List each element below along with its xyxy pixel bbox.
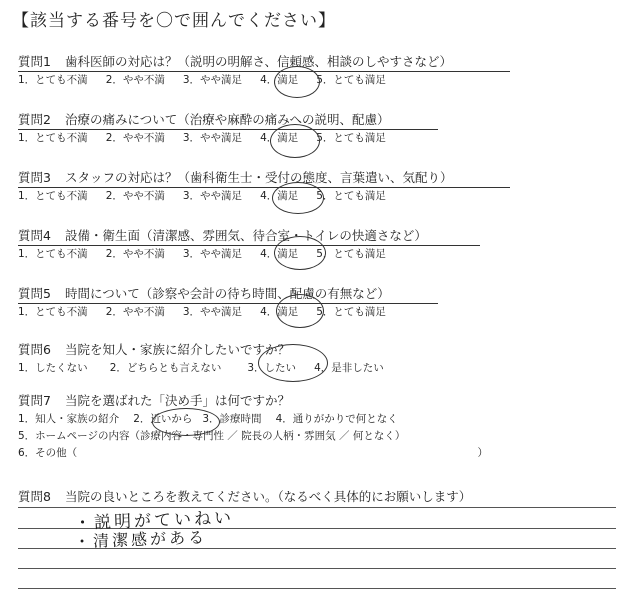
option-4[interactable]: 4．満足 bbox=[260, 248, 299, 260]
question-underline bbox=[18, 245, 480, 246]
option-2[interactable]: 2．どちらとも言えない bbox=[109, 362, 222, 374]
option-2[interactable]: 2．やや不満 bbox=[105, 190, 165, 202]
option-3[interactable]: 3．やや満足 bbox=[182, 190, 243, 202]
answer-circle bbox=[276, 294, 324, 328]
question-underline bbox=[18, 187, 510, 188]
answer-circle bbox=[270, 124, 320, 158]
handwritten-answer-1: ・説明がていねい bbox=[73, 508, 235, 534]
question-number: 質問5 bbox=[18, 286, 51, 301]
option-4[interactable]: 4．満足 bbox=[260, 132, 299, 144]
page-title: 【該当する番号を〇で囲んでください】 bbox=[12, 11, 336, 31]
answer-circle bbox=[258, 344, 328, 382]
answer-rule bbox=[18, 588, 616, 589]
question-underline bbox=[18, 303, 438, 304]
question-text: 設備・衛生面（清潔感、雰囲気、待合室・トイレの快適さなど） bbox=[64, 228, 427, 243]
option-4[interactable]: 4．通りがかりで何となく bbox=[275, 413, 398, 425]
question-text: 当院を選ばれた「決め手」は何ですか？ bbox=[64, 393, 290, 408]
question-text: 時間について（診察や会計の待ち時間、配慮の有無など） bbox=[64, 286, 390, 301]
option-4[interactable]: 4．満足 bbox=[260, 306, 299, 318]
question-8 bbox=[18, 489, 578, 505]
option-5[interactable]: 5．とても満足 bbox=[316, 306, 386, 318]
option-1[interactable]: 1．知人・家族の紹介 bbox=[18, 413, 120, 425]
option-4[interactable]: 4．満足 bbox=[260, 74, 299, 86]
option-5[interactable]: 5．とても満足 bbox=[316, 190, 386, 202]
answer-circle bbox=[274, 236, 326, 270]
option-2[interactable]: 2．やや不満 bbox=[105, 306, 165, 318]
option-1[interactable]: 1．とても不満 bbox=[18, 306, 88, 318]
question-text: 治療の痛みについて（治療や麻酔の痛みへの説明、配慮） bbox=[64, 112, 390, 127]
question-number: 質問6 bbox=[18, 342, 51, 357]
option-5[interactable]: 5．とても満足 bbox=[316, 74, 386, 86]
option-3[interactable]: 3．やや満足 bbox=[182, 74, 243, 86]
option-5[interactable]: 5．とても満足 bbox=[316, 248, 386, 260]
question-underline bbox=[18, 71, 510, 72]
option-3[interactable]: 3．やや満足 bbox=[182, 132, 243, 144]
option-3[interactable]: 3．診療時間 bbox=[202, 413, 262, 425]
answer-circle bbox=[274, 66, 320, 98]
option-1[interactable]: 1．とても不満 bbox=[18, 190, 88, 202]
option-4[interactable]: 4．是非したい bbox=[314, 362, 384, 374]
answer-circle bbox=[272, 182, 324, 214]
question-number: 質問7 bbox=[18, 393, 51, 408]
question-text: 歯科医師の対応は？（説明の明解さ、信頼感、相談のしやすさなど） bbox=[64, 54, 452, 69]
handwritten-answer-2: ・清潔感がある bbox=[73, 527, 208, 552]
option-4[interactable]: 4．満足 bbox=[260, 190, 299, 202]
answer-circle bbox=[152, 408, 220, 436]
option-3[interactable]: 3．したい bbox=[247, 362, 297, 374]
question-number: 質問8 bbox=[18, 489, 51, 504]
option-6-close: ） bbox=[477, 447, 488, 459]
option-2[interactable]: 2．やや不満 bbox=[105, 248, 165, 260]
option-1[interactable]: 1．とても不満 bbox=[18, 248, 88, 260]
question-number: 質問3 bbox=[18, 170, 51, 185]
question-number: 質問2 bbox=[18, 112, 51, 127]
option-1[interactable]: 1．とても不満 bbox=[18, 132, 88, 144]
option-1[interactable]: 1．したくない bbox=[18, 362, 88, 374]
option-1[interactable]: 1．とても不満 bbox=[18, 74, 88, 86]
option-5[interactable]: 5．ホームページの内容（診療内容・専門性 ／ 院長の人柄・雰囲気 ／ 何となく） bbox=[18, 430, 406, 442]
option-3[interactable]: 3．やや満足 bbox=[182, 248, 243, 260]
question-underline bbox=[18, 129, 438, 130]
answer-rule bbox=[18, 568, 616, 569]
option-5[interactable]: 5．とても満足 bbox=[316, 132, 386, 144]
option-2[interactable]: 2．近いから bbox=[133, 413, 193, 425]
option-2[interactable]: 2．やや不満 bbox=[105, 74, 165, 86]
option-6[interactable]: 6．その他（ bbox=[18, 447, 78, 459]
question-text: 当院の良いところを教えてください。（なるべく具体的にお願いします） bbox=[64, 489, 472, 504]
question-number: 質問4 bbox=[18, 228, 51, 243]
option-3[interactable]: 3．やや満足 bbox=[182, 306, 243, 318]
option-2[interactable]: 2．やや不満 bbox=[105, 132, 165, 144]
question-7 bbox=[18, 393, 618, 460]
question-text: スタッフの対応は？（歯科衛生士・受付の態度、言葉遣い、気配り） bbox=[64, 170, 453, 185]
question-text: 当院を知人・家族に紹介したいですか？ bbox=[64, 342, 290, 357]
question-number: 質問1 bbox=[18, 54, 51, 69]
